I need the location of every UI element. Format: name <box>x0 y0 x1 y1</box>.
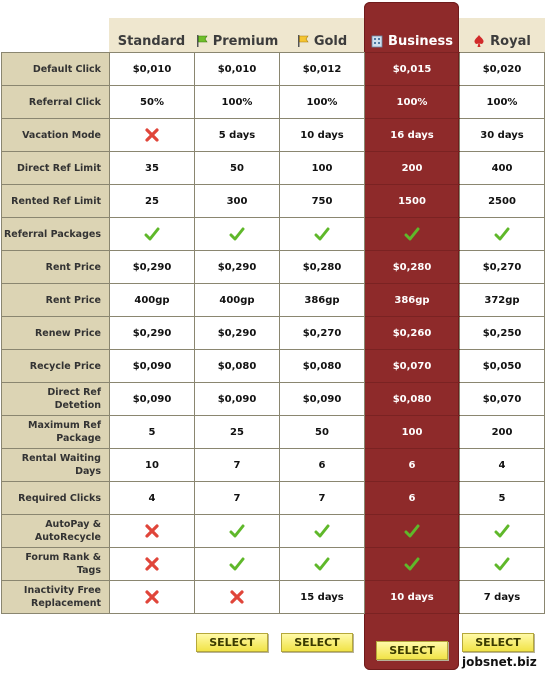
feature-value: $0,290 <box>195 317 280 350</box>
feature-value: 386gp <box>280 284 365 317</box>
feature-value: 30 days <box>460 119 545 152</box>
feature-value: $0,250 <box>460 317 545 350</box>
cross-icon <box>144 523 160 539</box>
green-flag-icon <box>195 34 209 48</box>
feature-label: Referral Click <box>2 86 110 119</box>
feature-value: 16 days <box>365 119 460 152</box>
table-row <box>2 350 545 383</box>
feature-value: 100% <box>280 86 365 119</box>
check-icon <box>314 556 330 572</box>
plan-name: Business <box>388 33 453 49</box>
cross-icon <box>144 556 160 572</box>
building-icon <box>370 34 384 48</box>
feature-value: $0,270 <box>280 317 365 350</box>
feature-value <box>460 548 545 581</box>
feature-value: 50 <box>195 152 280 185</box>
feature-value <box>365 515 460 548</box>
feature-value: 386gp <box>365 284 460 317</box>
feature-value: $0,090 <box>110 350 195 383</box>
check-icon <box>314 523 330 539</box>
feature-value: 400gp <box>110 284 195 317</box>
feature-value: $0,050 <box>460 350 545 383</box>
feature-value <box>195 581 280 614</box>
feature-value: 100% <box>460 86 545 119</box>
feature-value <box>110 581 195 614</box>
feature-value: $0,080 <box>280 350 365 383</box>
feature-value: 25 <box>195 416 280 449</box>
table-row <box>2 284 545 317</box>
table-row <box>2 548 545 581</box>
feature-label: Referral Packages <box>2 218 110 251</box>
feature-label: Rent Price <box>2 284 110 317</box>
feature-value: 5 days <box>195 119 280 152</box>
feature-value: 5 <box>460 482 545 515</box>
feature-value: $0,020 <box>460 53 545 86</box>
feature-value: $0,080 <box>195 350 280 383</box>
feature-value: $0,290 <box>110 251 195 284</box>
table-row <box>2 152 545 185</box>
feature-label: Recycle Price <box>2 350 110 383</box>
feature-label: Rental Waiting Days <box>2 449 110 482</box>
feature-value: 10 days <box>365 581 460 614</box>
check-icon <box>404 523 420 539</box>
feature-value: 200 <box>460 416 545 449</box>
feature-value: $0,260 <box>365 317 460 350</box>
feature-value: $0,012 <box>280 53 365 86</box>
feature-value: 100 <box>280 152 365 185</box>
feature-value <box>110 515 195 548</box>
plan-header-premium <box>194 30 279 52</box>
table-row <box>2 185 545 218</box>
table-row <box>2 581 545 614</box>
feature-value: $0,070 <box>460 383 545 416</box>
table-row <box>2 515 545 548</box>
table-row <box>2 251 545 284</box>
feature-label: Maximum Ref Package <box>2 416 110 449</box>
feature-value <box>195 515 280 548</box>
feature-value: 6 <box>365 482 460 515</box>
feature-value: $0,015 <box>365 53 460 86</box>
spade-icon <box>472 34 486 48</box>
plan-comparison-table <box>1 52 545 614</box>
feature-value: 100 <box>365 416 460 449</box>
plan-header-business <box>364 30 459 52</box>
feature-value <box>110 548 195 581</box>
table-row <box>2 482 545 515</box>
feature-value <box>365 218 460 251</box>
feature-value: 7 <box>195 482 280 515</box>
feature-value: 6 <box>280 449 365 482</box>
feature-value: $0,090 <box>280 383 365 416</box>
feature-value: 400gp <box>195 284 280 317</box>
feature-value: 200 <box>365 152 460 185</box>
table-row <box>2 119 545 152</box>
check-icon <box>494 556 510 572</box>
feature-value: 25 <box>110 185 195 218</box>
feature-value: 100% <box>365 86 460 119</box>
feature-value: $0,090 <box>110 383 195 416</box>
select-button-gold[interactable]: SELECT <box>281 633 353 652</box>
feature-value: 10 <box>110 449 195 482</box>
feature-value <box>280 515 365 548</box>
feature-value: $0,290 <box>110 317 195 350</box>
feature-value <box>365 548 460 581</box>
feature-value <box>195 218 280 251</box>
feature-label: Vacation Mode <box>2 119 110 152</box>
site-brand: jobsnet.biz <box>462 655 537 669</box>
cross-icon <box>144 589 160 605</box>
feature-value: 5 <box>110 416 195 449</box>
cross-icon <box>144 127 160 143</box>
check-icon <box>229 556 245 572</box>
feature-value <box>460 515 545 548</box>
check-icon <box>494 523 510 539</box>
feature-value: $0,290 <box>195 251 280 284</box>
feature-value: 2500 <box>460 185 545 218</box>
select-button-royal[interactable]: SELECT <box>462 633 534 652</box>
feature-value: 35 <box>110 152 195 185</box>
feature-label: Forum Rank & Tags <box>2 548 110 581</box>
feature-value: $0,010 <box>110 53 195 86</box>
feature-label: Required Clicks <box>2 482 110 515</box>
plan-name: Royal <box>490 33 531 49</box>
feature-label: AutoPay & AutoRecycle <box>2 515 110 548</box>
feature-label: Inactivity Free Replacement <box>2 581 110 614</box>
check-icon <box>229 523 245 539</box>
table-row <box>2 416 545 449</box>
table-row <box>2 317 545 350</box>
select-button-business[interactable]: SELECT <box>376 641 448 660</box>
plan-name: Gold <box>313 33 348 49</box>
plan-name: Premium <box>212 33 279 49</box>
feature-value: 400 <box>460 152 545 185</box>
feature-value <box>280 218 365 251</box>
feature-value: 50% <box>110 86 195 119</box>
check-icon <box>144 226 160 242</box>
check-icon <box>404 556 420 572</box>
feature-label: Default Click <box>2 53 110 86</box>
feature-value <box>280 548 365 581</box>
check-icon <box>404 226 420 242</box>
feature-value: 750 <box>280 185 365 218</box>
cross-icon <box>229 589 245 605</box>
table-row <box>2 86 545 119</box>
check-icon <box>494 226 510 242</box>
feature-value: 6 <box>365 449 460 482</box>
table-row <box>2 383 545 416</box>
plan-header-gold <box>279 30 364 52</box>
check-icon <box>314 226 330 242</box>
feature-value: 7 <box>280 482 365 515</box>
check-icon <box>229 226 245 242</box>
feature-value: $0,080 <box>365 383 460 416</box>
feature-value: $0,090 <box>195 383 280 416</box>
feature-value: 100% <box>195 86 280 119</box>
gold-flag-icon <box>296 34 310 48</box>
feature-value: $0,270 <box>460 251 545 284</box>
feature-label: Direct Ref Detetion <box>2 383 110 416</box>
feature-value: 4 <box>110 482 195 515</box>
feature-label: Rent Price <box>2 251 110 284</box>
table-row <box>2 449 545 482</box>
feature-value: $0,010 <box>195 53 280 86</box>
feature-label: Rented Ref Limit <box>2 185 110 218</box>
feature-value: 372gp <box>460 284 545 317</box>
feature-value: 4 <box>460 449 545 482</box>
plan-name: Standard <box>117 33 186 49</box>
feature-value: 7 <box>195 449 280 482</box>
feature-value: 7 days <box>460 581 545 614</box>
plan-header-royal <box>459 30 544 52</box>
table-row <box>2 53 545 86</box>
feature-value <box>460 218 545 251</box>
feature-value: 10 days <box>280 119 365 152</box>
plan-header-standard <box>109 30 194 52</box>
feature-value: $0,280 <box>365 251 460 284</box>
feature-label: Renew Price <box>2 317 110 350</box>
feature-value: 1500 <box>365 185 460 218</box>
select-button-premium[interactable]: SELECT <box>196 633 268 652</box>
feature-label: Direct Ref Limit <box>2 152 110 185</box>
feature-value: 15 days <box>280 581 365 614</box>
feature-value: $0,070 <box>365 350 460 383</box>
feature-value <box>110 218 195 251</box>
feature-value: 300 <box>195 185 280 218</box>
feature-value <box>195 548 280 581</box>
feature-value: 50 <box>280 416 365 449</box>
feature-value <box>110 119 195 152</box>
feature-value: $0,280 <box>280 251 365 284</box>
table-row <box>2 218 545 251</box>
